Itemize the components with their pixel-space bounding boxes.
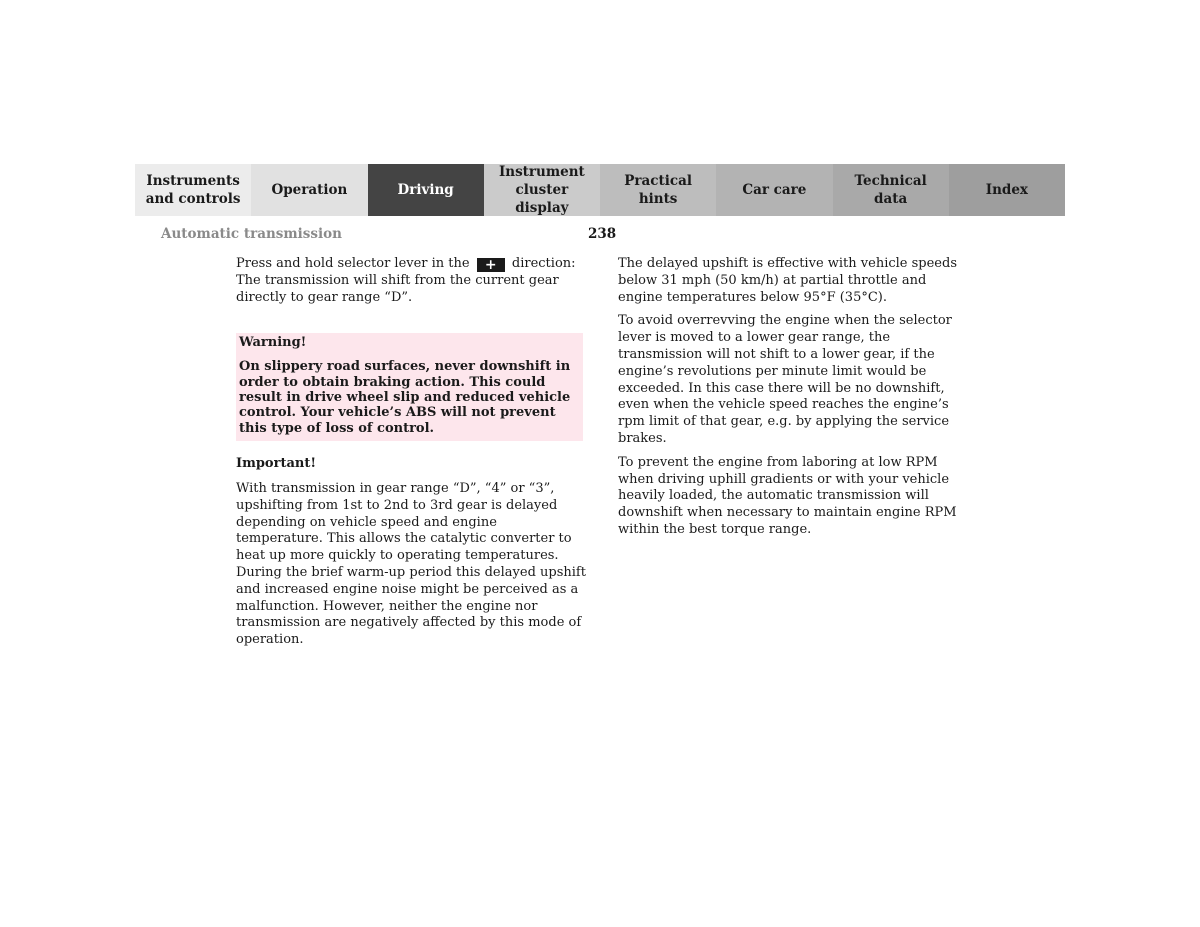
intro-paragraph [236, 256, 586, 306]
tab-operation[interactable]: Operation [251, 164, 367, 216]
tab-instrument-cluster-display[interactable]: Instrument cluster display [484, 164, 600, 216]
tab-car-care[interactable]: Car care [716, 164, 832, 216]
warning-box [236, 333, 583, 441]
warning-text: On slippery road surfaces, never downshift in order to obtain braking action. This could result in drive wheel slip and reduced vehicle control. Your vehicle’s ABS will not prevent this type of loss of control. [239, 359, 571, 436]
important-paragraph-2: During the brief warm-up period this delayed upshift and increased engine noise might be perceived as a malfunction. However, neither the engine nor transmission are negatively affected by this mode of operation. [236, 565, 586, 648]
section-tabs [135, 164, 1065, 216]
tab-practical-hints[interactable]: Practical hints [600, 164, 716, 216]
right-paragraph-3: To prevent the engine from laboring at low RPM when driving uphill gradients or with your vehicle heavily loaded, the automatic transmission will downshift when necessary to maintain engine RPM within the best torque range. [618, 454, 957, 537]
section-title: Automatic transmission [161, 226, 342, 242]
tab-driving[interactable]: Driving [368, 164, 484, 216]
selector-plus-icon: + [477, 258, 505, 272]
important-title: Important! [236, 456, 317, 472]
warning-title: Warning! [239, 335, 307, 351]
left-column [236, 256, 586, 649]
page-number: 238 [588, 226, 617, 242]
right-paragraph-2: To avoid overrevving the engine when the selector lever is moved to a lower gear range, the transmission will not shift to a lower gear, if the engine’s revolutions per minute limit would be exceeded. In this case there will be no downshift, even when the vehicle speed reaches the engine’s rpm limit of that gear, e.g. by applying the service brakes. [618, 313, 952, 446]
right-paragraph-1: The delayed upshift is effective with vehicle speeds below 31 mph (50 km/h) at partial throttle and engine temperatures below 95°F (35°C). [618, 256, 957, 305]
tab-index[interactable]: Index [949, 164, 1065, 216]
right-column [618, 256, 968, 539]
important-paragraph-1: With transmission in gear range “D”, “4” or “3”, upshifting from 1st to 2nd to 3rd gear is delayed depending on vehicle speed and engine temperature. This allows the catalytic converter to heat up more quickly to operating temperatures. [236, 481, 572, 564]
tab-instruments-and-controls[interactable]: Instruments and controls [135, 164, 251, 216]
tab-technical-data[interactable]: Technical data [833, 164, 949, 216]
intro-text-end: direction: The transmission will shift from the current gear directly to gear range “D”. [236, 256, 576, 305]
intro-text-start: Press and hold selector lever in the [236, 256, 470, 271]
